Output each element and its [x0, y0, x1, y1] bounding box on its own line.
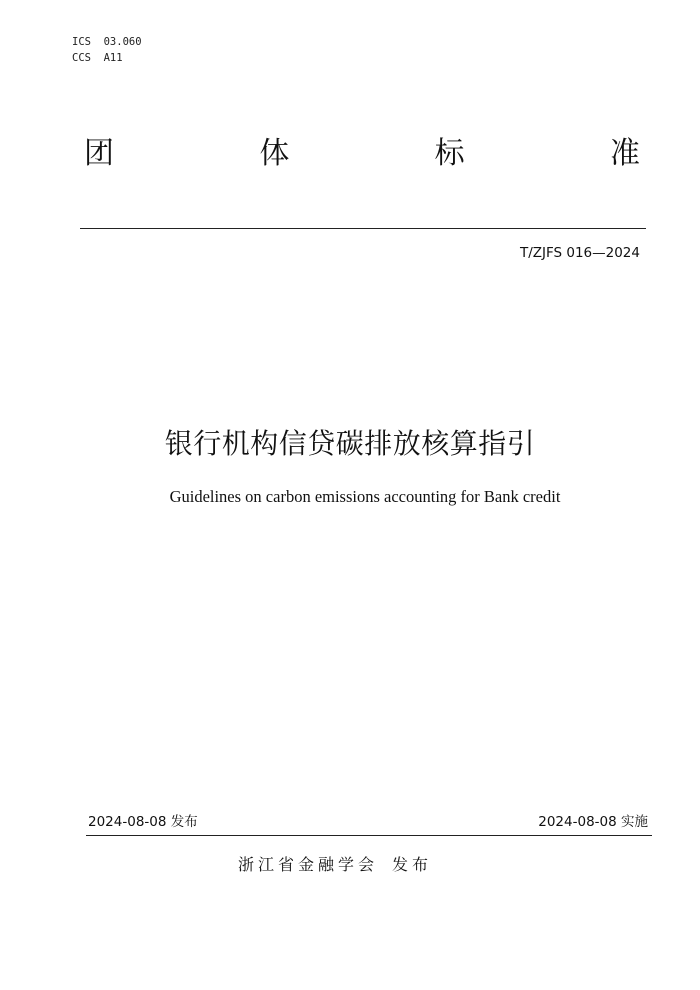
- bottom-divider: [86, 835, 652, 836]
- ics-code: ICS 03.060: [72, 36, 142, 48]
- standard-type-heading: [84, 136, 640, 172]
- top-divider: [80, 228, 646, 229]
- document-title-english: Guidelines on carbon emissions accounting for Bank credit: [169, 487, 561, 506]
- standard-type-char: 准: [609, 136, 640, 171]
- document-title-chinese: 银行机构信贷碳排放核算指引: [164, 427, 536, 460]
- standard-type-char: 体: [259, 136, 290, 171]
- classification-codes: [72, 34, 142, 66]
- standard-number: T/ZJFS 016—2024: [519, 245, 640, 261]
- standard-type-char: 团: [84, 136, 114, 171]
- date-row: [88, 812, 648, 832]
- issuer-line: [238, 854, 432, 876]
- issuer-name: 浙江省金融学会: [238, 855, 379, 874]
- issue-date: 2024-08-08 发布: [88, 814, 198, 830]
- implementation-date: 2024-08-08 实施: [538, 814, 648, 830]
- issuer-action: 发布: [392, 855, 433, 874]
- standard-type-char: 标: [434, 136, 465, 171]
- ccs-code: CCS A11: [72, 52, 123, 64]
